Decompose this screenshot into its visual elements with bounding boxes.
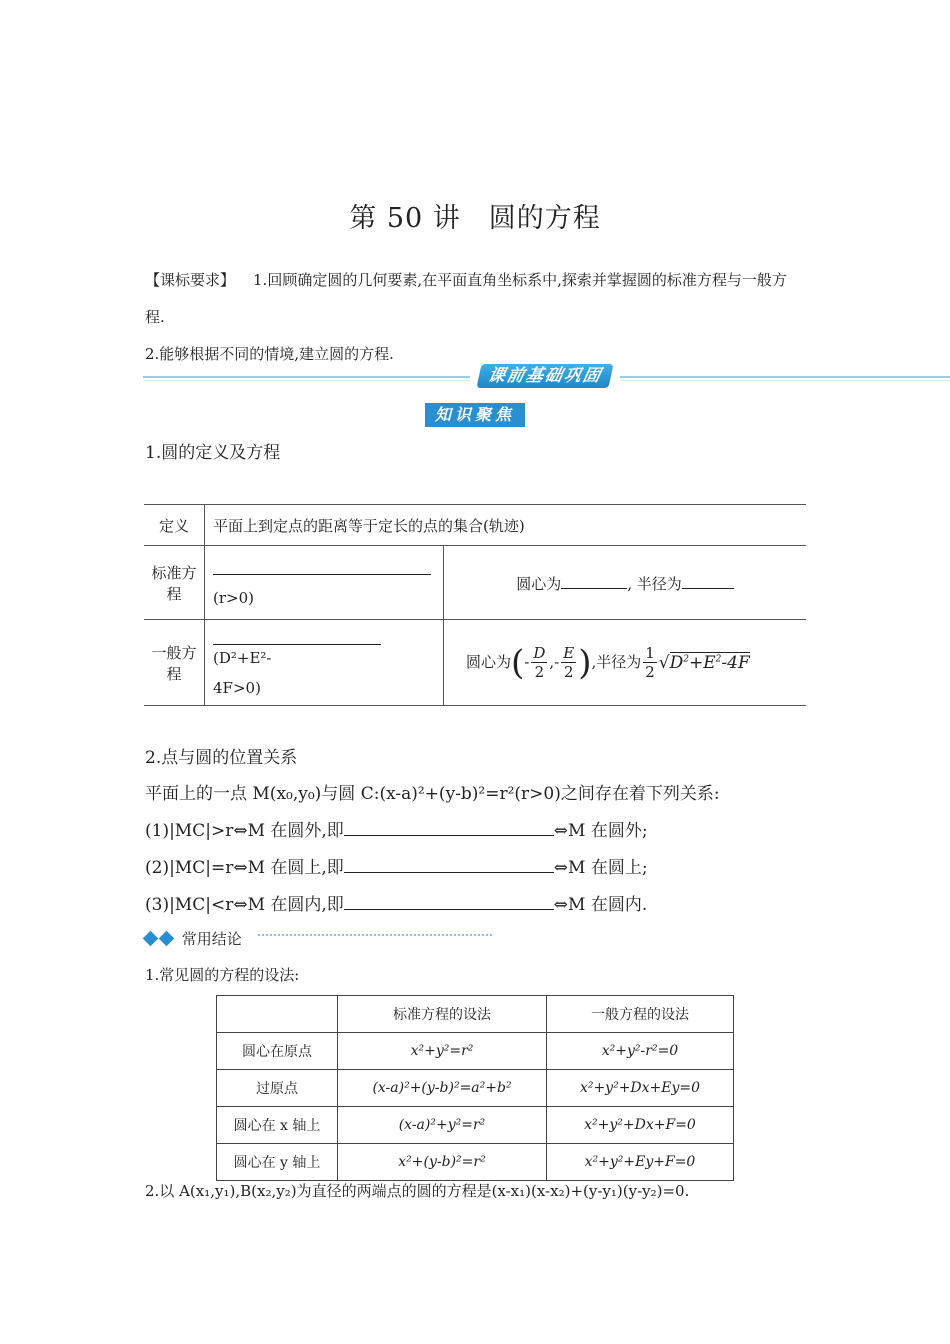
- table-row: [217, 1070, 734, 1107]
- diamond-icon: [143, 931, 159, 947]
- conclusions-heading: [145, 928, 242, 949]
- relation-3-tail: ⇔M 在圆内.: [553, 895, 648, 915]
- standard-center-text: 圆心为: [516, 574, 562, 593]
- standard-center-radius: [444, 546, 807, 620]
- standard-condition: (r>0): [213, 589, 254, 607]
- general-radius-text: ,半径为: [591, 652, 642, 671]
- course-requirements: [145, 262, 805, 373]
- relation-line-1: [145, 816, 648, 841]
- table-cell: x²+y²+Dx+Ey=0: [547, 1070, 734, 1107]
- requirement-item-1: 1.回顾确定圆的几何要素,在平面直角坐标系中,探索并掌握圆的标准方程与一般方程.: [145, 271, 787, 326]
- frac-one-half: $\frac{1}{2}$: [645, 644, 655, 681]
- table-cell: x²+y²-r²=0: [547, 1033, 734, 1070]
- diamond-icon: [159, 931, 175, 947]
- relation-1-tail: ⇔M 在圆外;: [553, 821, 648, 841]
- radius-blank: [682, 572, 734, 589]
- definition-label: 定义: [144, 505, 205, 546]
- section-banner: [470, 364, 620, 390]
- table-cell: x²+y²+Dx+F=0: [547, 1107, 734, 1144]
- standard-radius-text: , 半径为: [627, 574, 682, 593]
- table-cell: 过原点: [217, 1070, 338, 1107]
- general-equation-blank: [213, 628, 381, 645]
- general-center-text: 圆心为: [466, 652, 512, 671]
- relation-line-3: [145, 890, 647, 915]
- standard-equation-blank: [213, 558, 431, 575]
- definition-content: 平面上到定点的距离等于定长的点的集合(轨迹): [205, 505, 807, 546]
- standard-equation-label: 标准方程: [144, 546, 205, 620]
- table-header-row: [217, 996, 734, 1033]
- section2-heading: 2.点与圆的位置关系: [145, 748, 298, 768]
- table-cell: 圆心在 x 轴上: [217, 1107, 338, 1144]
- requirement-item-2: 2.能够根据不同的情境,建立圆的方程.: [145, 345, 394, 363]
- table-row: [217, 1033, 734, 1070]
- table-cell: (x-a)²+(y-b)²=a²+b²: [338, 1070, 547, 1107]
- page-title: 第 50 讲 圆的方程: [349, 203, 601, 234]
- table-header: [217, 996, 338, 1033]
- conclusion-item-2: 2.以 A(x₁,y₁),B(x₂,y₂)为直径的两端点的圆的方程是(x-x₁)(x-x₂)+(y-y₁)(y-y₂)=0.: [145, 1182, 690, 1200]
- general-equation-cell: [205, 620, 444, 706]
- table-header: 一般方程的设法: [547, 996, 734, 1033]
- relation-line-2: [145, 853, 648, 878]
- general-condition-a: (D²+E²-: [213, 649, 272, 667]
- relation-3-blank: [344, 893, 554, 910]
- section2-intro: 平面上的一点 M(x₀,y₀)与圆 C:(x-a)²+(y-b)²=r²(r>0)之间存在着下列关系:: [145, 784, 720, 804]
- relation-1-blank: [344, 819, 554, 836]
- relation-1-lead: (1)|MC|>r⇔M 在圆外,即: [145, 821, 344, 841]
- sqrt-expression: $√D^2+E^2-4F$: [658, 652, 750, 673]
- general-center-radius: 圆心为(- $\frac{D}{2}$ ,- $\frac{E}{2}$ ),半径为 $\frac{1}{2}$ $√D^2+E^2-4F$: [444, 620, 807, 706]
- table-cell: x²+y²+Ey+F=0: [547, 1144, 734, 1181]
- table-header: 标准方程的设法: [338, 996, 547, 1033]
- table-cell: 圆心在 y 轴上: [217, 1144, 338, 1181]
- table-row-definition: [144, 505, 806, 546]
- general-condition-b: 4F>0): [213, 679, 261, 697]
- section1-heading: 1.圆的定义及方程: [145, 443, 281, 463]
- relation-3-lead: (3)|MC|<r⇔M 在圆内,即: [145, 895, 344, 915]
- section-banner-label: 课前基础巩固: [476, 364, 613, 388]
- sub-banner: 知识聚焦: [425, 403, 525, 427]
- frac-d-over-2: $\frac{D}{2}$: [533, 644, 546, 681]
- table-cell: 圆心在原点: [217, 1033, 338, 1070]
- table-cell: x²+(y-b)²=r²: [338, 1144, 547, 1181]
- conclusion-item-1: 1.常见圆的方程的设法:: [145, 966, 300, 984]
- table-row: [217, 1107, 734, 1144]
- center-blank: [561, 572, 627, 589]
- table-cell: x²+y²=r²: [338, 1033, 547, 1070]
- conclusions-heading-text: 常用结论: [181, 930, 242, 948]
- relation-2-blank: [344, 856, 554, 873]
- general-equation-label: 一般方程: [144, 620, 205, 706]
- frac-e-over-2: $\frac{E}{2}$: [563, 644, 575, 681]
- requirements-tag: 【课标要求】: [145, 271, 236, 289]
- table-row-standard: [144, 546, 806, 620]
- table-row-general: [144, 620, 806, 706]
- relation-2-tail: ⇔M 在圆上;: [553, 858, 648, 878]
- relation-2-lead: (2)|MC|=r⇔M 在圆上,即: [145, 858, 344, 878]
- table-cell: (x-a)²+y²=r²: [338, 1107, 547, 1144]
- dotted-divider: [258, 934, 492, 936]
- standard-equation-cell: [205, 546, 444, 620]
- circle-equation-forms-table: [216, 995, 734, 1181]
- circle-definition-table: [144, 504, 806, 706]
- table-row: [217, 1144, 734, 1181]
